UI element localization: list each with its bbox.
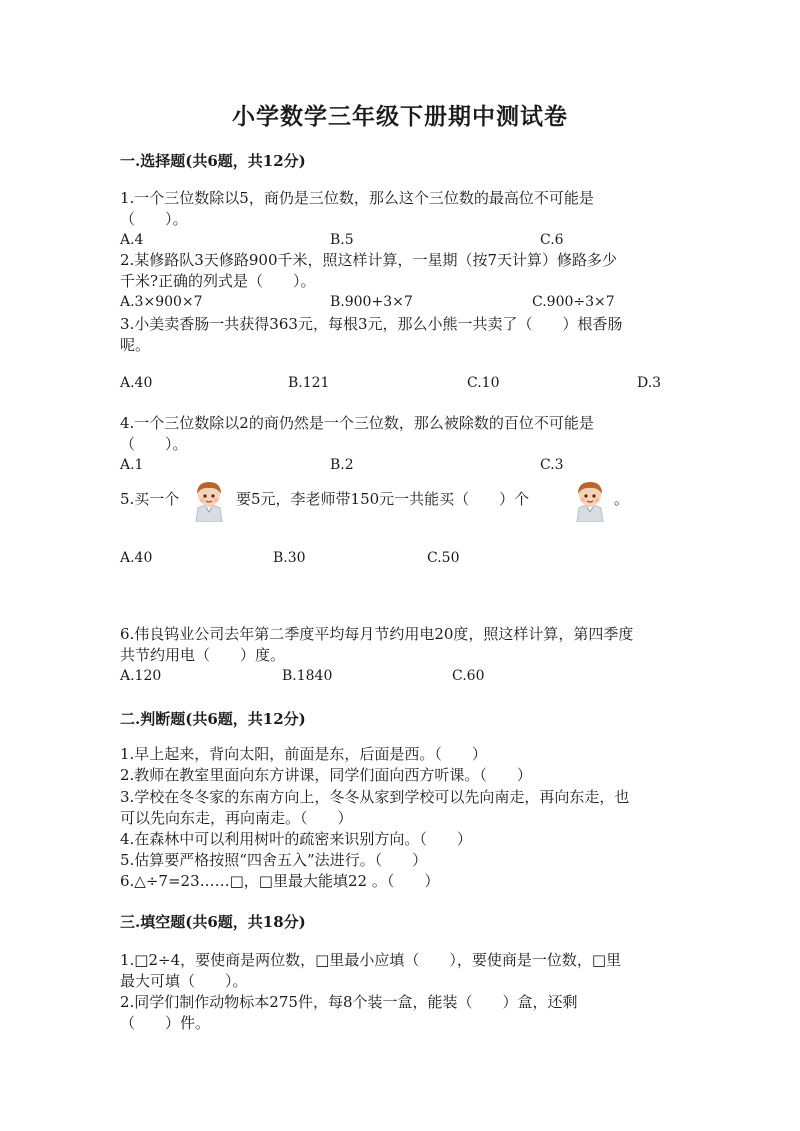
question-5-option-b: B.30 [273,550,306,566]
question-2-option-c: C.900÷3×7 [532,294,615,310]
question-2-line1: 2.某修路队3天修路900千米，照这样计算，一星期（按7天计算）修路多少 [120,251,618,269]
question-4-line1: 4.一个三位数除以2的商仍然是一个三位数，那么被除数的百位不可能是 [120,414,594,432]
question-3-option-b: B.121 [288,375,330,391]
question-5-option-a: A.40 [120,550,153,566]
question-1-line2: （ ）。 [120,210,188,228]
question-1-option-a: A.4 [120,232,144,248]
question-1-line1: 1.一个三位数除以5，商仍是三位数，那么这个三位数的最高位不可能是 [120,189,594,207]
fill-blank-line-2-cont: （ ）件。 [120,1014,211,1032]
judgment-line-5: 5.估算要严格按照“四舍五入”法进行。（ ） [120,851,428,869]
question-6-option-c: C.60 [452,668,485,684]
page-title: 小学数学三年级下册期中测试卷 [232,103,568,130]
question-1-option-c: C.6 [540,232,564,248]
judgment-line-6: 6.△÷7=23……□，□里最大能填22 。（ ） [120,872,440,890]
question-3-option-d: D.3 [637,375,662,391]
question-3-option-a: A.40 [120,375,153,391]
fill-blank-line-2: 2.同学们制作动物标本275件，每8个装一盒，能装（ ）盒，还剩 [120,993,578,1011]
question-6-line2: 共节约用电（ ）度。 [120,646,286,664]
question-3-line1: 3.小美卖香肠一共获得363元，每根3元，那么小熊一共卖了（ ）根香肠 [120,315,623,333]
question-6-option-b: B.1840 [282,668,333,684]
fill-blank-line-1: 1.□2÷4，要使商是两位数，□里最小应填（ ），要使商是一位数，□里 [120,951,621,969]
question-1-option-b: B.5 [330,232,354,248]
judgment-line-3: 3.学校在冬冬家的东南方向上，冬冬从家到学校可以先向南走，再向东走，也 [120,788,630,806]
section-heading-choice: 一.选择题(共6题，共12分) [120,152,306,170]
question-3-option-c: C.10 [467,375,500,391]
question-5-part1: 5.买一个 [120,490,180,508]
question-3-line2: 呢。 [120,336,151,354]
question-4-option-a: A.1 [120,457,144,473]
fill-blank-line-1-cont: 最大可填（ ）。 [120,972,248,990]
boy-figure-icon [567,476,613,522]
question-2-option-b: B.900+3×7 [330,294,413,310]
question-2-option-a: A.3×900×7 [120,294,203,310]
judgment-line-3-cont: 可以先向东走，再向南走。（ ） [120,809,353,827]
question-6-option-a: A.120 [120,668,162,684]
question-4-option-b: B.2 [330,457,354,473]
question-5-part2: 要5元，李老师带150元一共能买（ ）个 [236,490,530,508]
question-6-line1: 6.伟良钨业公司去年第二季度平均每月节约用电20度，照这样计算，第四季度 [120,625,634,643]
judgment-line-1: 1.早上起来，背向太阳，前面是东，后面是西。（ ） [120,745,487,763]
judgment-line-2: 2.教师在教室里面向东方讲课，同学们面向西方听课。（ ） [120,766,532,784]
question-2-line2: 千米?正确的列式是（ ）。 [120,272,316,290]
boy-figure-icon [186,476,232,522]
question-4-line2: （ ）。 [120,435,188,453]
question-5-part3: 。 [614,490,630,508]
judgment-line-4: 4.在森林中可以利用树叶的疏密来识别方向。（ ） [120,830,472,848]
section-heading-fill-blank: 三.填空题(共6题，共18分) [120,913,306,931]
question-4-option-c: C.3 [540,457,564,473]
section-heading-judgment: 二.判断题(共6题，共12分) [120,710,306,728]
question-5-option-c: C.50 [427,550,460,566]
